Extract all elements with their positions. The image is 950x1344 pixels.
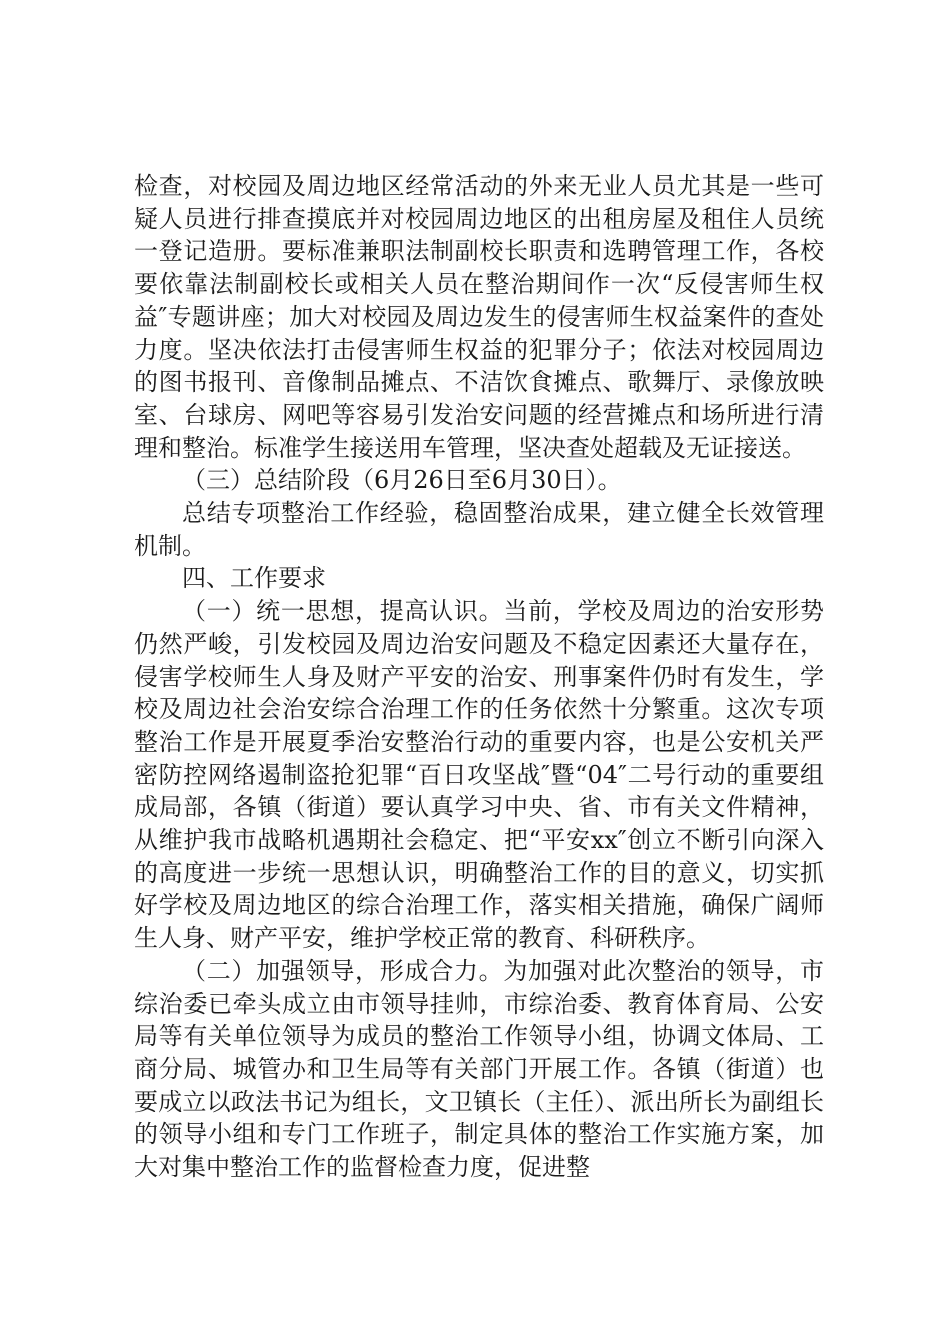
heading-work-requirements: 四、工作要求 — [182, 564, 326, 593]
document-body — [134, 170, 824, 1184]
paragraph-strengthen-leadership: （二）加强领导，形成合力。为加强对此次整治的领导，市综治委已牵头成立由市领导挂帅，市综治委、教育体育局、公安局等有关单位领导为成员的整治工作领导小组，协调文体局、工商分局、城管办和卫生局等有关部门开展工作。各镇（街道）也要成立以政法书记为组长，文卫镇长（主任）、派出所长为副组长的领导小组和专门工作班子，制定具体的整治工作实施方案，加大对集中整治工作的监督检查力度，促进整 — [134, 956, 824, 1182]
paragraph-inspection: 检查，对校园及周边地区经常活动的外来无业人员尤其是一些可疑人员进行排查摸底并对校园周边地区的出租房屋及租住人员统一登记造册。要标准兼职法制副校长职责和选聘管理工作，各校要依靠法制副校长或相关人员在整治期间作一次“反侵害师生权益″专题讲座；加大对校园及周边发生的侵害师生权益案件的查处力度。坚决依法打击侵害师生权益的犯罪分子；依法对校园周边的图书报刊、音像制品摊点、不洁饮食摊点、歌舞厅、录像放映室、台球房、网吧等容易引发治安问题的经营摊点和场所进行清理和整治。标准学生接送用车管理，坚决查处超载及无证接送。 — [134, 172, 824, 462]
paragraph-unify-thinking: （一）统一思想，提高认识。当前，学校及周边的治安形势仍然严峻，引发校园及周边治安问题及不稳定因素还大量存在，侵害学校师生人身及财产平安的治安、刑事案件仍时有发生，学校及周边社会治安综合治理工作的任务依然十分繁重。这次专项整治工作是开展夏季治安整治行动的重要内容，也是公安机关严密防控网络遏制盗抢犯罪“百日攻坚战″暨“04″二号行动的重要组成局部，各镇（街道）要认真学习中央、省、市有关文件精神，从维护我市战略机遇期社会稳定、把“平安xx″创立不断引向深入的高度进一步统一思想认识，明确整治工作的目的意义，切实抓好学校及周边地区的综合治理工作，落实相关措施，确保广阔师生人身、财产平安，维护学校正常的教育、科研秩序。 — [134, 597, 824, 953]
paragraph-summary: 总结专项整治工作经验，稳固整治成果，建立健全长效管理机制。 — [134, 499, 824, 560]
heading-summary-stage: （三）总结阶段（6月26日至6月30日）。 — [182, 466, 622, 495]
